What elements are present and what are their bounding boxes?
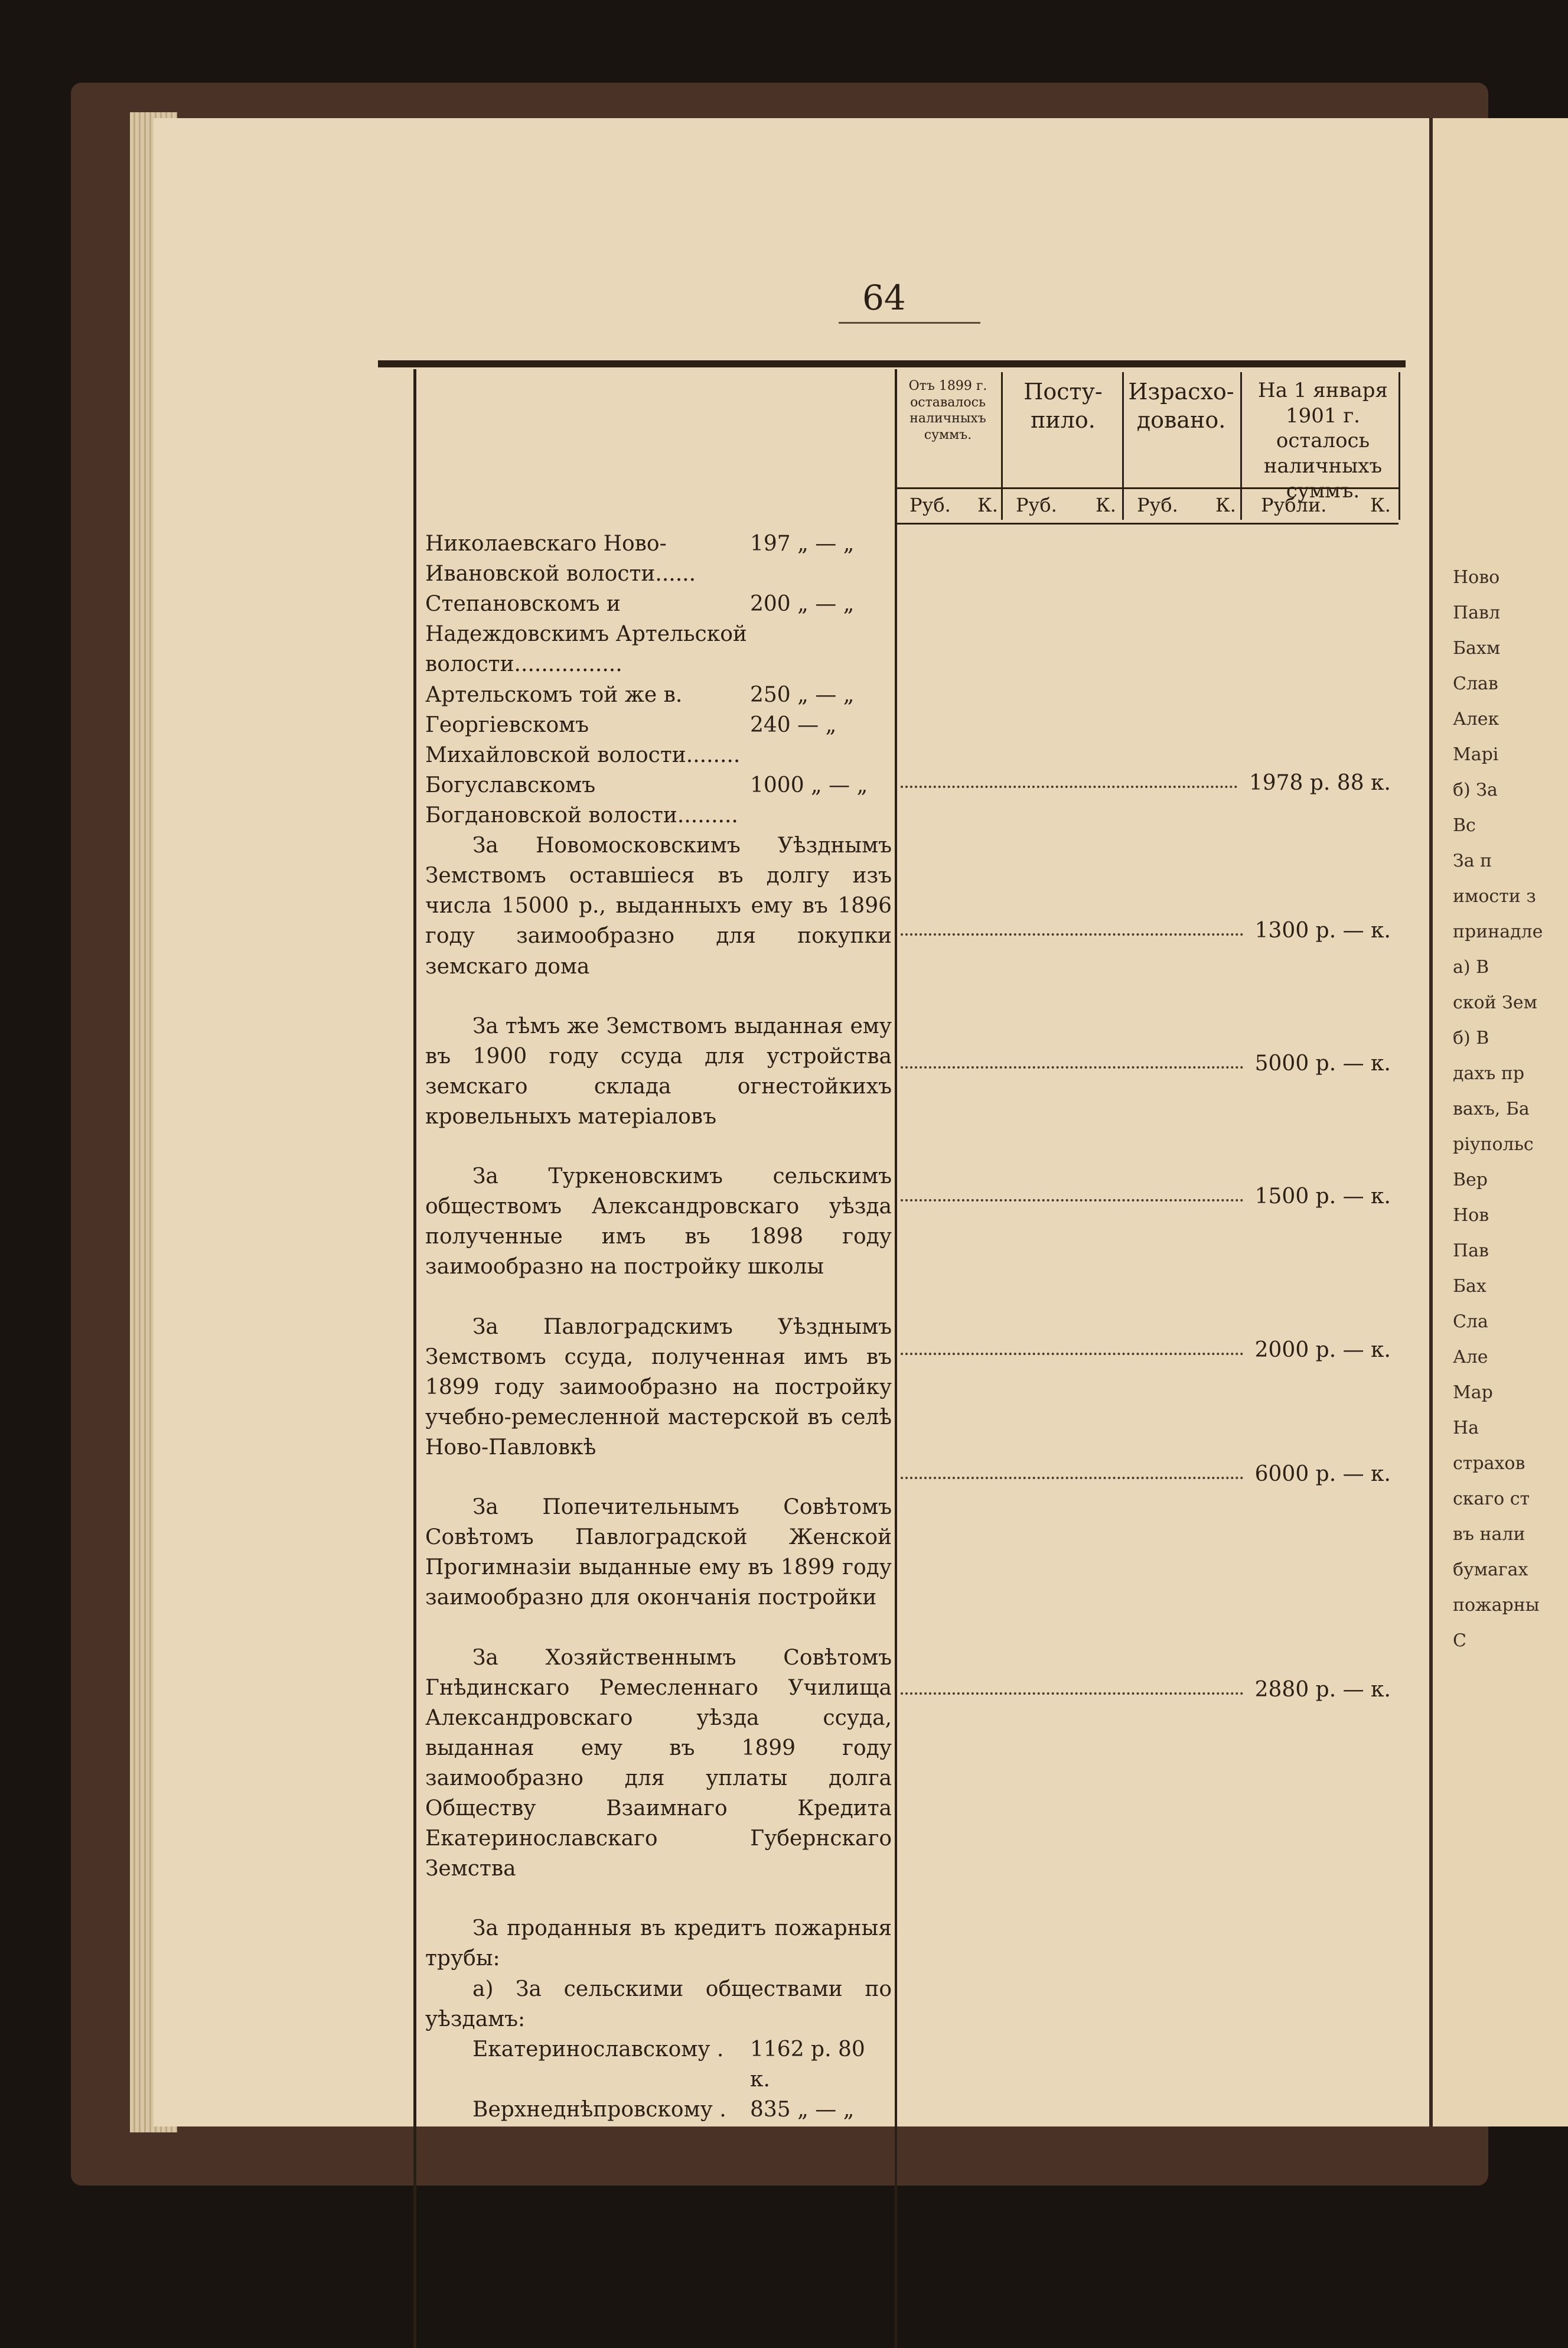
list-item <box>425 680 892 710</box>
list-item <box>425 2095 892 2125</box>
entry-text: За проданныя въ кредитъ пожарныя трубы: <box>425 1916 892 1971</box>
units-rule <box>897 523 1399 525</box>
entry <box>425 1643 892 1884</box>
next-page-line: бумагах <box>1453 1559 1528 1580</box>
next-page-line: С <box>1453 1630 1466 1651</box>
amount-row <box>901 1184 1391 1209</box>
header-col-4: На 1 января 1901 г. осталось наличныхъ суммъ. <box>1258 379 1388 503</box>
header-col-1: Отъ 1899 г. оставалось наличныхъ суммъ. <box>908 379 987 442</box>
entry-text: За Попечительнымъ Совѣтомъ Совѣтомъ Павлоградской Женской Прогимназіи выданные ему въ 1899 году заимообразно для окончанія постройки <box>425 1495 892 1610</box>
next-page-line: дахъ пр <box>1453 1063 1525 1084</box>
next-page-line: Слав <box>1453 673 1498 694</box>
entry-text: За Туркеновскимъ сельскимъ обществомъ Александровскаго уѣзда полученные имъ въ 1898 году заимообразно на постройку школы <box>425 1164 892 1279</box>
header-divider <box>1240 372 1242 520</box>
next-page-line: Але <box>1453 1347 1488 1367</box>
amount-value: 2000 р. — к. <box>1254 1338 1391 1362</box>
list-item <box>425 710 892 770</box>
item-label: Екатеринославскому . <box>472 2037 724 2062</box>
first-block <box>425 529 892 831</box>
amount-value: 5000 р. — к. <box>1254 1051 1391 1076</box>
header-col-3: Израсхо-довано. <box>1128 379 1234 433</box>
item-amount: 200 „ — „ <box>750 592 855 617</box>
next-page-line: пожарны <box>1453 1595 1540 1616</box>
entry-text: За Новомосковскимъ Уѣзднымъ Земствомъ оставшіеся въ долгу изъ числа 15000 р., выданныхъ ему въ 1896 году заимообразно для покупки земскаго дома <box>425 833 892 979</box>
item-amount: 197 „ — „ <box>750 532 855 556</box>
amount-value: 2880 р. — к. <box>1254 1678 1391 1702</box>
amount-row <box>901 1678 1391 1702</box>
item-amount: 835 „ — „ <box>750 2098 855 2122</box>
next-page-line: ріупольс <box>1453 1134 1534 1155</box>
entry <box>425 1492 892 1613</box>
item-label: Николаевскаго Ново-Ивановской волости...... <box>425 532 696 587</box>
text-column-rule <box>895 369 897 2348</box>
entry <box>425 1312 892 1463</box>
next-page-line: имости з <box>1453 886 1536 907</box>
item-label: Артельскомъ той же в. <box>425 682 683 707</box>
next-page-line: Мар <box>1453 1382 1493 1403</box>
table-left-rule <box>413 369 416 2348</box>
entries-column <box>425 529 892 2154</box>
next-page-line: Вс <box>1453 815 1476 836</box>
amount-value: 1500 р. — к. <box>1254 1184 1391 1209</box>
list-item <box>425 2034 892 2095</box>
next-page-line: въ нали <box>1453 1524 1525 1545</box>
amount-row <box>901 919 1391 943</box>
amount-value: 1978 р. 88 к. <box>1248 771 1391 795</box>
list-item <box>425 589 892 679</box>
next-page-line: скаго ст <box>1453 1489 1530 1509</box>
next-page-line: На <box>1453 1418 1479 1438</box>
unit-label: Рубли. <box>1261 494 1327 516</box>
amount-value: 6000 р. — к. <box>1254 1462 1391 1486</box>
next-page-line: б) За <box>1453 780 1498 800</box>
leader-dots <box>901 1678 1243 1695</box>
unit-label: Руб. <box>909 494 951 516</box>
next-page-line: Алек <box>1453 709 1499 730</box>
amount-row <box>901 771 1391 795</box>
entry <box>425 831 892 982</box>
header-col-2: Посту-пило. <box>1023 379 1103 433</box>
item-amount: 250 „ — „ <box>750 682 855 707</box>
next-page-line: Бах <box>1453 1276 1486 1297</box>
item-label: Верхнеднѣпровскому . <box>472 2098 726 2122</box>
unit-label: К. <box>1215 494 1236 516</box>
next-page-line: За п <box>1453 851 1492 871</box>
next-page-line: а) В <box>1453 957 1489 978</box>
next-page-edge <box>1429 118 1568 2126</box>
entry <box>425 1011 892 1132</box>
item-amount: 1162 р. 80 к. <box>750 2037 865 2092</box>
next-page-line: Марі <box>1453 744 1499 765</box>
entry <box>425 1161 892 1282</box>
item-label: Богуславскомъ Богдановской волости......... <box>425 773 738 828</box>
unit-label: Руб. <box>1016 494 1057 516</box>
next-page-line: Пав <box>1453 1240 1489 1261</box>
entry-text: За тѣмъ же Земствомъ выданная ему въ 1900 году ссуда для устройства земскаго склада огнестойкихъ кровельныхъ матеріаловъ <box>425 1014 892 1129</box>
amount-row <box>901 1462 1391 1486</box>
next-page-line: Павл <box>1453 603 1500 623</box>
unit-label: К. <box>977 494 998 516</box>
leader-dots <box>901 1338 1243 1355</box>
leader-dots <box>901 1462 1243 1479</box>
unit-label: К. <box>1370 494 1391 516</box>
header-divider <box>1001 372 1003 520</box>
unit-label: Руб. <box>1137 494 1178 516</box>
list-item <box>425 770 892 831</box>
table-top-rule <box>378 360 1406 367</box>
item-amount: 1000 „ — „ <box>750 773 868 797</box>
next-page-line: Сла <box>1453 1311 1488 1332</box>
next-page-line: страхов <box>1453 1453 1525 1474</box>
leader-dots <box>901 1051 1243 1069</box>
leader-dots <box>901 771 1237 788</box>
next-page-line: принадле <box>1453 921 1543 942</box>
next-page-line: ской Зем <box>1453 992 1537 1013</box>
list-item <box>425 529 892 589</box>
leader-dots <box>901 1184 1243 1201</box>
next-page-line: Ново <box>1453 567 1500 588</box>
unit-label: К. <box>1096 494 1116 516</box>
page-number-rule <box>839 322 980 324</box>
leader-dots <box>901 919 1243 936</box>
item-amount: 240 — „ <box>750 712 837 737</box>
last-block <box>425 1913 892 2125</box>
item-label: Степановскомъ и Надеждовскимъ Артельской волости................ <box>425 592 747 677</box>
next-page-line: Нов <box>1453 1205 1489 1226</box>
next-page-line: Вер <box>1453 1170 1488 1190</box>
item-label: Георгіевскомъ Михайловской волости........ <box>425 712 741 767</box>
amount-row <box>901 1051 1391 1076</box>
entry-subtext: а) За сельскими обществами по уѣздамъ: <box>425 1976 892 2031</box>
next-page-line: вахъ, Ба <box>1453 1099 1530 1119</box>
page-number: 64 <box>862 278 906 318</box>
next-page-line: б) В <box>1453 1028 1489 1048</box>
header-divider <box>1122 372 1124 520</box>
entry-text: За Хозяйственнымъ Совѣтомъ Гнѣдинскаго Ремесленнаго Училища Александровскаго уѣзда ссуда, выданная ему въ 1899 году заимообразно для уплаты долга Обществу Взаимнаго Кредита Екатеринославскаго Губернскаго Земства <box>425 1645 892 1881</box>
entry-text: За Павлоградскимъ Уѣзднымъ Земствомъ ссуда, полученная имъ въ 1899 году заимообразно на постройку учебно-ремесленной мастерской въ селѣ Ново-Павловкѣ <box>425 1314 892 1460</box>
next-page-line: Бахм <box>1453 638 1501 659</box>
amount-row <box>901 1338 1391 1362</box>
amount-value: 1300 р. — к. <box>1254 919 1391 943</box>
